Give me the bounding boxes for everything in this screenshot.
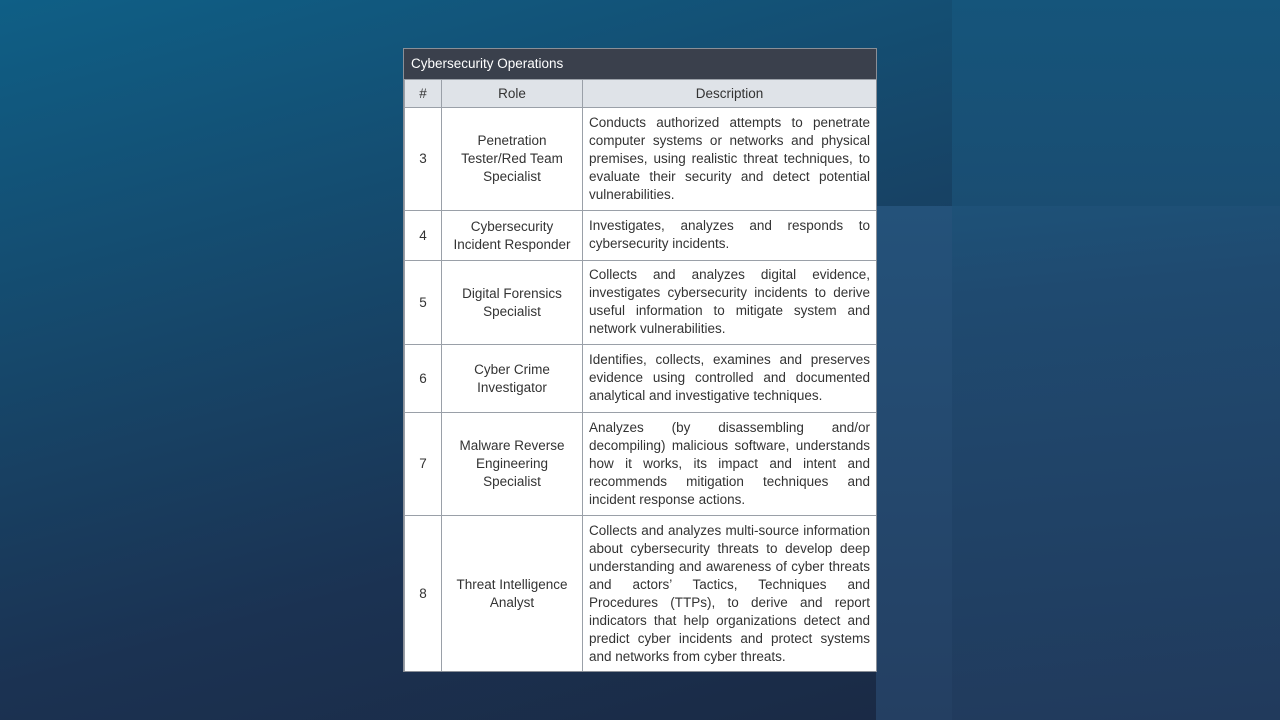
row-role: Threat Intelligence Analyst [442,516,583,673]
row-number: 4 [405,211,442,261]
header-description: Description [583,80,877,108]
row-description: Investigates, analyzes and responds to cybersecurity incidents. [583,211,877,261]
background-panel-right [952,0,1280,720]
row-number: 7 [405,413,442,516]
row-description: Conducts authorized attempts to penetrate computer systems or networks and physical premises, using realistic threat techniques, to evaluate their security and detect potential vulnerabilities. [583,108,877,211]
table-row [405,261,877,345]
table-row [405,345,877,413]
roles-table [404,79,877,672]
row-description: Collects and analyzes digital evidence, investigates cybersecurity incidents to derive useful information to mitigate system and network vulnerabilities. [583,261,877,345]
row-number: 5 [405,261,442,345]
row-description: Analyzes (by disassembling and/or decompiling) malicious software, understands how it works, its impact and intent and recommends mitigation techniques and incident response actions. [583,413,877,516]
table-header-row [405,80,877,108]
row-role: Malware Reverse Engineering Specialist [442,413,583,516]
table-row [405,516,877,673]
row-role: Cyber Crime Investigator [442,345,583,413]
row-description: Identifies, collects, examines and preserves evidence using controlled and documented analytical and investigative techniques. [583,345,877,413]
row-description: Collects and analyzes multi-source information about cybersecurity threats to develop deep understanding and awareness of cyber threats and actors’ Tactics, Techniques and Procedures (TTPs), to derive and report indicators that help organizations detect and predict cyber incidents and protect systems and networks from cyber threats. [583,516,877,673]
table-row [405,413,877,516]
roles-table-card [403,48,877,672]
background-panel-mid [876,206,952,720]
header-role: Role [442,80,583,108]
header-number: # [405,80,442,108]
row-number: 6 [405,345,442,413]
row-number: 8 [405,516,442,673]
background-panel-right-upper [952,0,1280,206]
table-row [405,108,877,211]
table-title: Cybersecurity Operations [404,49,876,79]
row-number: 3 [405,108,442,211]
table-row [405,211,877,261]
row-role: Digital Forensics Specialist [442,261,583,345]
row-role: Cybersecurity Incident Responder [442,211,583,261]
row-role: Penetration Tester/Red Team Specialist [442,108,583,211]
